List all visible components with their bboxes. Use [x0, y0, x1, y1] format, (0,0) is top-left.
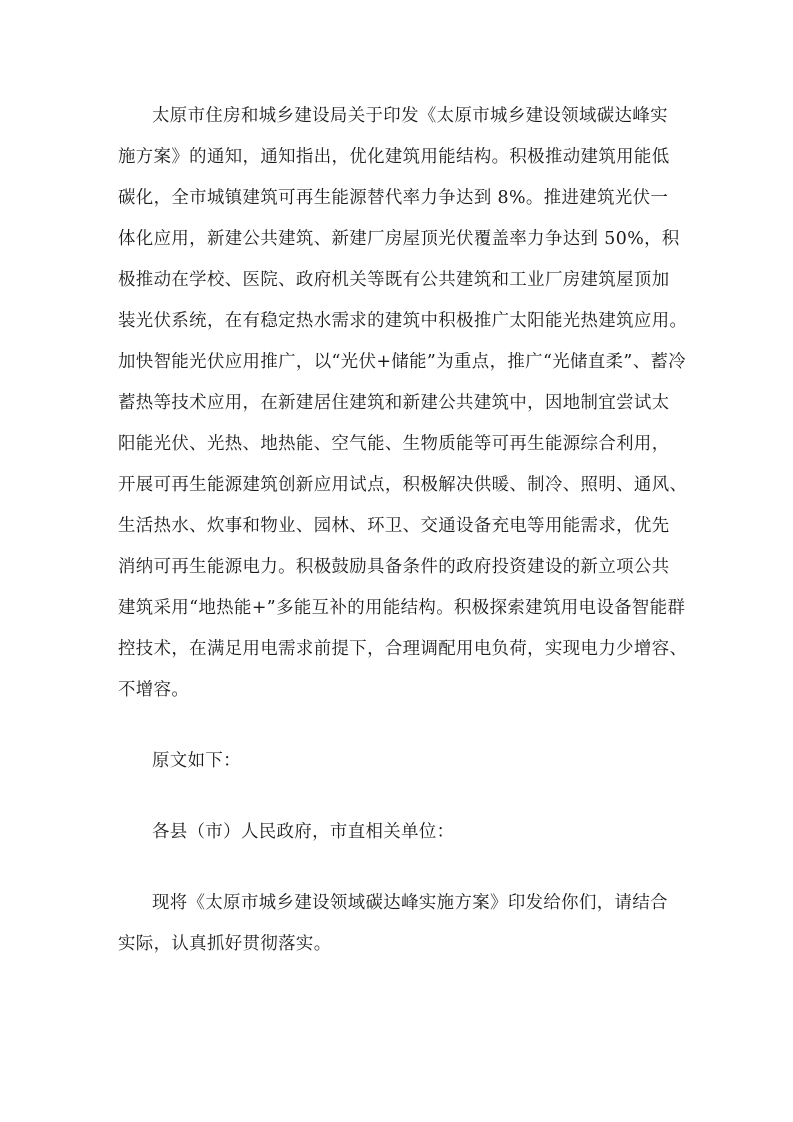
text-line: 加快智能光伏应用推广，以“光伏+储能”为重点，推广“光储直柔”、蓄冷: [118, 352, 687, 372]
text-line: 蓄热等技术应用，在新建居住建筑和新建公共建筑中，因地制宜尝试太: [118, 393, 670, 413]
text-line: 生活热水、炊事和物业、园林、环卫、交通设备充电等用能需求，优先: [118, 516, 670, 536]
text-line: 控技术，在满足用电需求前提下，合理调配用电负荷，实现电力少增容、: [118, 639, 688, 659]
text-line: 开展可再生能源建筑创新应用试点，积极解决供暖、制冷、照明、通风、: [118, 475, 688, 495]
text-line: 太原市住房和城乡建设局关于印发《太原市城乡建设领域碳达峰实: [152, 106, 668, 126]
document-page: [118, 96, 688, 965]
text-line: 阳能光伏、光热、地热能、空气能、生物质能等可再生能源综合利用，: [118, 434, 670, 454]
text-line: 建筑采用“地热能+”多能互补的用能结构。积极探索建筑用电设备智能群: [118, 598, 686, 618]
text-line: 现将《太原市城乡建设领域碳达峰实施方案》印发给你们，请结合: [152, 893, 668, 913]
paragraph-spacer: [118, 711, 678, 741]
salutation-paragraph: [118, 812, 678, 853]
text-line: 体化应用，新建公共建筑、新建厂房屋顶光伏覆盖率力争达到 50%，积: [118, 229, 680, 249]
text-line: 各县（市）人民政府，市直相关单位：: [152, 822, 455, 842]
intro-paragraph: [118, 96, 688, 711]
text-line: 极推动在学校、医院、政府机关等既有公共建筑和工业厂房建筑屋顶加: [118, 270, 670, 290]
text-line: 施方案》的通知，通知指出，优化建筑用能结构。积极推动建筑用能低: [118, 147, 670, 167]
text-line: 不增容。: [118, 680, 190, 700]
paragraph-spacer: [118, 853, 678, 883]
text-line: 原文如下：: [152, 751, 241, 771]
original-text-label: [118, 741, 678, 782]
text-line: 碳化，全市城镇建筑可再生能源替代率力争达到 8%。推进建筑光伏一: [118, 188, 669, 208]
paragraph-spacer: [118, 782, 678, 812]
text-line: 消纳可再生能源电力。积极鼓励具备条件的政府投资建设的新立项公共: [118, 557, 670, 577]
notice-body-paragraph: [118, 883, 678, 965]
text-line: 实际，认真抓好贯彻落实。: [118, 934, 332, 954]
text-line: 装光伏系统，在有稳定热水需求的建筑中积极推广太阳能光热建筑应用。: [118, 311, 688, 331]
